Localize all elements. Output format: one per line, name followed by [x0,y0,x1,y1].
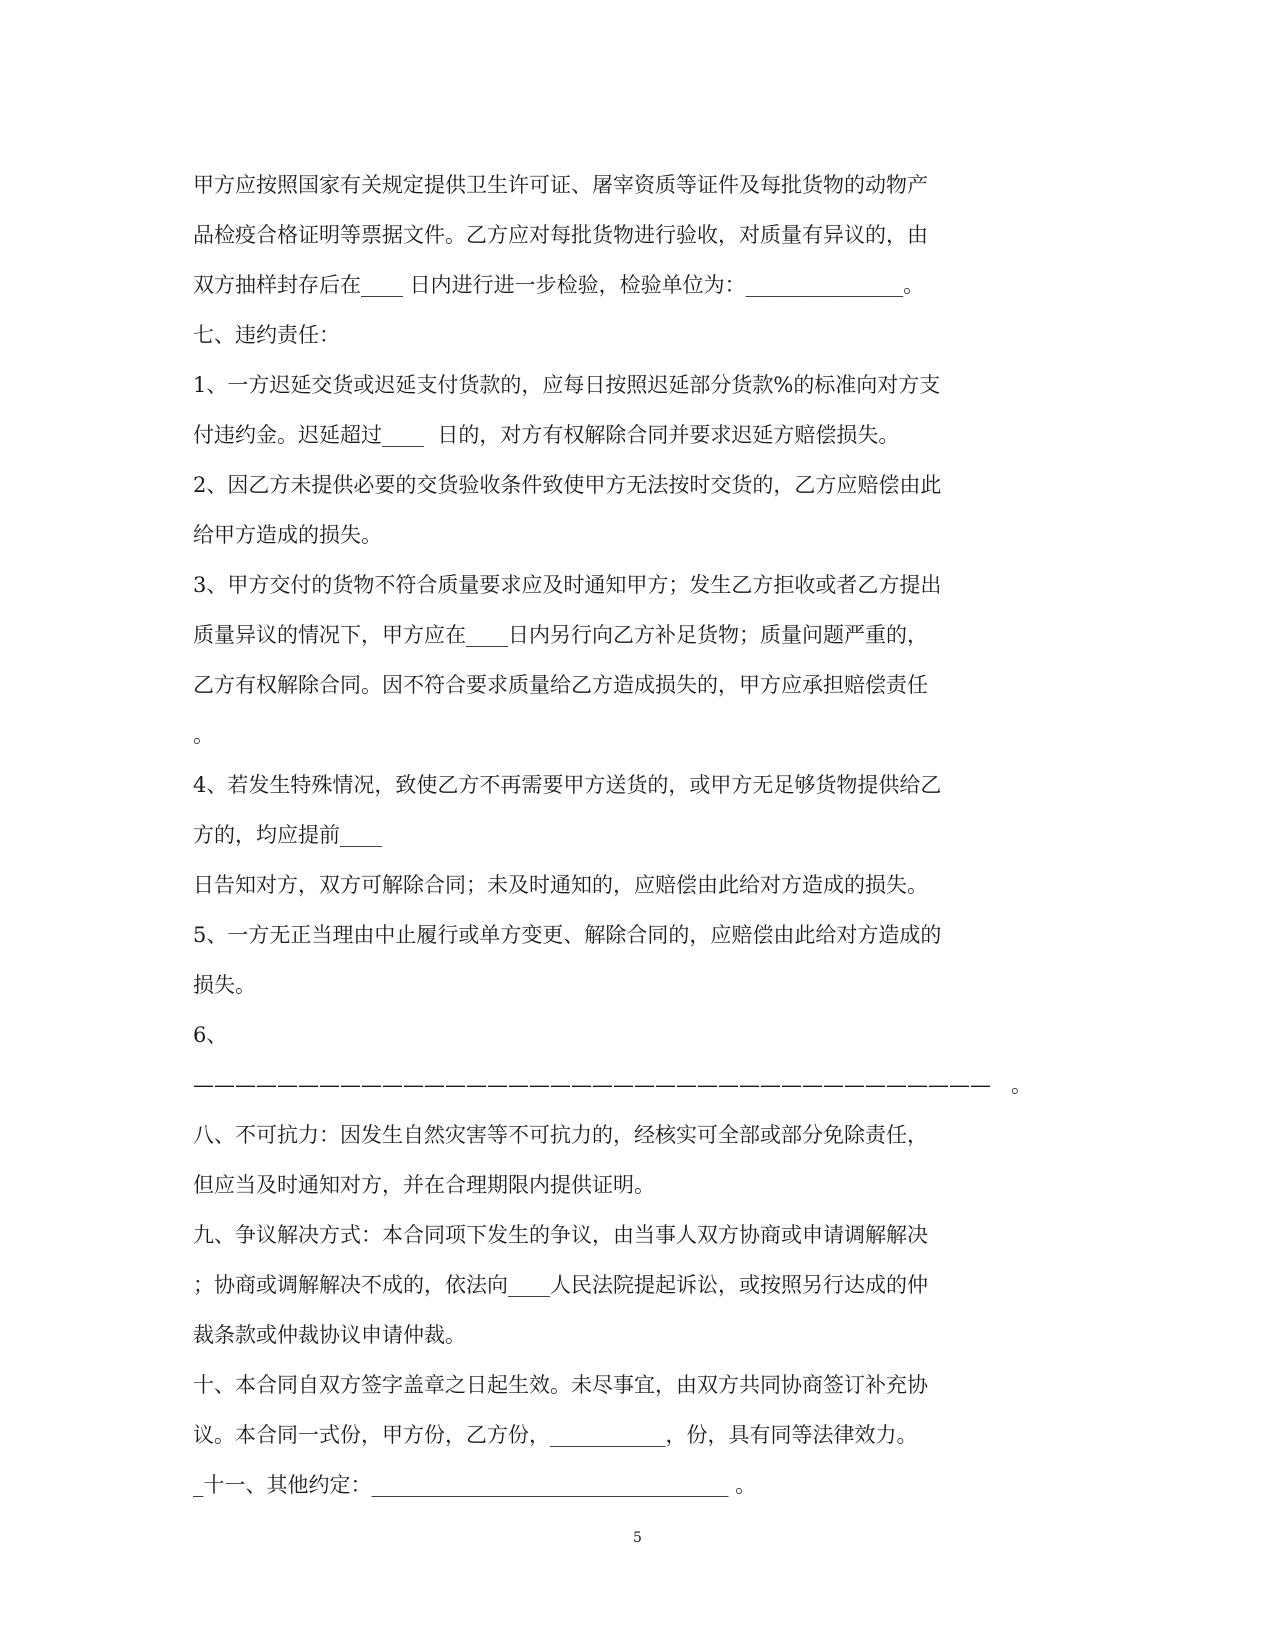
section-heading-breach: 七、违约责任： [193,323,340,347]
text-line: 方的，均应提前____ [193,823,382,847]
section-heading-dispute: 九、争议解决方式：本合同项下发生的争议，由当事人双方协商或申请调解解决 [193,1223,928,1247]
text-line: 质量异议的情况下，甲方应在____日内另行向乙方补足货物；质量问题严重的， [193,623,928,647]
text-line: 给甲方造成的损失。 [193,523,382,547]
text-line: ；协商或调解解决不成的，依法向____人民法院提起诉讼，或按照另行达成的仲 [193,1273,928,1297]
text-line: 1、一方迟延交货或迟延支付货款的，应每日按照迟延部分货款%的标准向对方支 [193,373,941,397]
text-line: 6、 [193,1023,228,1047]
text-line: 但应当及时通知对方，并在合理期限内提供证明。 [193,1173,655,1197]
text-line: 甲方应按照国家有关规定提供卫生许可证、屠宰资质等证件及每批货物的动物产 [193,173,928,197]
text-line: 品检疫合格证明等票据文件。乙方应对每批货物进行验收，对质量有异议的，由 [193,223,928,247]
section-heading-other: _十一、其他约定：__________________________________ 。 [193,1473,757,1497]
text-line: 双方抽样封存后在____ 日内进行进一步检验，检验单位为：_______________。 [193,273,925,297]
text-line: 乙方有权解除合同。因不符合要求质量给乙方造成损失的，甲方应承担赔偿责任 [193,673,928,697]
text-line: 。 [193,723,214,747]
text-line: 4、若发生特殊情况，致使乙方不再需要甲方送货的，或甲方无足够货物提供给乙 [193,773,942,797]
text-line: 日告知对方，双方可解除合同；未及时通知的，应赔偿由此给对方造成的损失。 [193,873,928,897]
contract-body [193,160,1093,1510]
text-line: 付违约金。迟延超过____ 日的，对方有权解除合同并要求迟延方赔偿损失。 [193,423,900,447]
text-line: 损失。 [193,973,256,997]
section-heading-effect: 十、本合同自双方签字盖章之日起生效。未尽事宜，由双方共同协商签订补充协 [193,1373,928,1397]
page-number: 5 [633,1530,642,1546]
text-line: 裁条款或仲裁协议申请仲裁。 [193,1323,466,1347]
blank-fill-line: —————————————————————————————————————— 。 [193,1073,1033,1097]
text-line: 2、因乙方未提供必要的交货验收条件致使甲方无法按时交货的，乙方应赔偿由此 [193,473,942,497]
text-line: 5、一方无正当理由中止履行或单方变更、解除合同的，应赔偿由此给对方造成的 [193,923,942,947]
section-heading-force-majeure: 八、不可抗力：因发生自然灾害等不可抗力的，经核实可全部或部分免除责任， [193,1123,928,1147]
text-line: 3、甲方交付的货物不符合质量要求应及时通知甲方；发生乙方拒收或者乙方提出 [193,573,942,597]
text-line: 议。本合同一式份，甲方份，乙方份，___________，份，具有同等法律效力。 [193,1423,918,1447]
